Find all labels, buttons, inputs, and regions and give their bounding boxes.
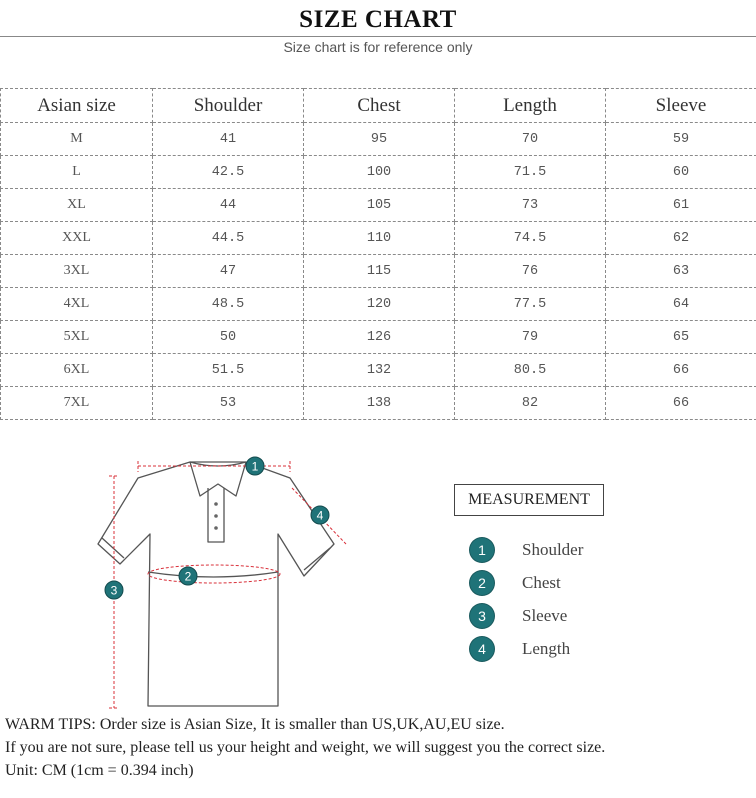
table-row [1,222,756,255]
table-body [1,123,756,420]
marker-2-label: 2 [184,569,192,584]
cell-size: XXL [1,222,153,255]
cell-shoulder: 42.5 [153,156,304,189]
legend-item-sleeve [470,604,670,628]
cell-chest: 110 [304,222,455,255]
button-icon [214,502,218,506]
cell-chest: 120 [304,288,455,321]
cell-length: 76 [455,255,606,288]
cell-length: 70 [455,123,606,156]
cell-shoulder: 47 [153,255,304,288]
cell-length: 73 [455,189,606,222]
cell-shoulder: 44.5 [153,222,304,255]
button-icon [214,526,218,530]
cell-length: 82 [455,387,606,420]
table-row [1,123,756,156]
marker-4-label: 4 [316,508,324,523]
table-row [1,255,756,288]
cell-sleeve: 63 [606,255,756,288]
legend-item-chest [470,571,670,595]
marker-1-label: 1 [251,459,259,474]
cell-chest: 115 [304,255,455,288]
cell-chest: 138 [304,387,455,420]
cell-size: 4XL [1,288,153,321]
cell-sleeve: 66 [606,387,756,420]
cell-sleeve: 60 [606,156,756,189]
page-subtitle: Size chart is for reference only [283,39,473,55]
legend-item-length [470,637,670,661]
column-header-sleeve: Sleeve [606,89,756,123]
cell-sleeve: 66 [606,354,756,387]
cell-length: 71.5 [455,156,606,189]
table-row [1,189,756,222]
cell-chest: 126 [304,321,455,354]
legend-label: Shoulder [522,540,584,559]
cell-chest: 132 [304,354,455,387]
table-row [1,354,756,387]
advice-line: If you are not sure, please tell us your height and weight, we will suggest you the correct size. [5,739,606,756]
table-row [1,387,756,420]
cell-size: XL [1,189,153,222]
legend-label: Length [522,639,571,658]
table-row [1,321,756,354]
left-sleeve-cuff [102,538,124,558]
cell-shoulder: 48.5 [153,288,304,321]
measurement-heading: MEASUREMENT [454,484,604,516]
number-badge-icon: 2 [470,571,494,595]
size-table [0,88,756,420]
cell-shoulder: 44 [153,189,304,222]
table-header-row [1,89,756,123]
cell-chest: 95 [304,123,455,156]
shirt-diagram [90,448,360,716]
cell-size: 5XL [1,321,153,354]
shirt-outline [98,459,334,706]
chest-line [148,572,278,577]
number-badge-icon: 3 [470,604,494,628]
cell-chest: 105 [304,189,455,222]
cell-sleeve: 62 [606,222,756,255]
cell-length: 77.5 [455,288,606,321]
marker-3-label: 3 [110,583,118,598]
collar [190,462,246,496]
column-header-length: Length [455,89,606,123]
cell-size: 7XL [1,387,153,420]
page-title: SIZE CHART [299,6,457,33]
cell-shoulder: 53 [153,387,304,420]
cell-length: 79 [455,321,606,354]
cell-shoulder: 41 [153,123,304,156]
column-header-asian-size: Asian size [1,89,153,123]
cell-shoulder: 50 [153,321,304,354]
cell-chest: 100 [304,156,455,189]
legend-label: Chest [522,573,561,592]
column-header-shoulder: Shoulder [153,89,304,123]
cell-sleeve: 59 [606,123,756,156]
cell-size: M [1,123,153,156]
cell-length: 74.5 [455,222,606,255]
cell-shoulder: 51.5 [153,354,304,387]
button-icon [214,514,218,518]
cell-size: 3XL [1,255,153,288]
cell-size: L [1,156,153,189]
cell-size: 6XL [1,354,153,387]
legend-label: Sleeve [522,606,568,625]
warm-tips-line: WARM TIPS: Order size is Asian Size, It is smaller than US,UK,AU,EU size. [5,716,505,733]
unit-line: Unit: CM (1cm = 0.394 inch) [5,762,194,779]
table-row [1,288,756,321]
number-badge-icon: 4 [470,637,494,661]
column-header-chest: Chest [304,89,455,123]
legend-item-shoulder [470,538,670,562]
table-row [1,156,756,189]
cell-sleeve: 65 [606,321,756,354]
title-divider [0,36,756,37]
number-badge-icon: 1 [470,538,494,562]
cell-length: 80.5 [455,354,606,387]
right-sleeve-cuff [304,548,330,570]
cell-sleeve: 64 [606,288,756,321]
cell-sleeve: 61 [606,189,756,222]
